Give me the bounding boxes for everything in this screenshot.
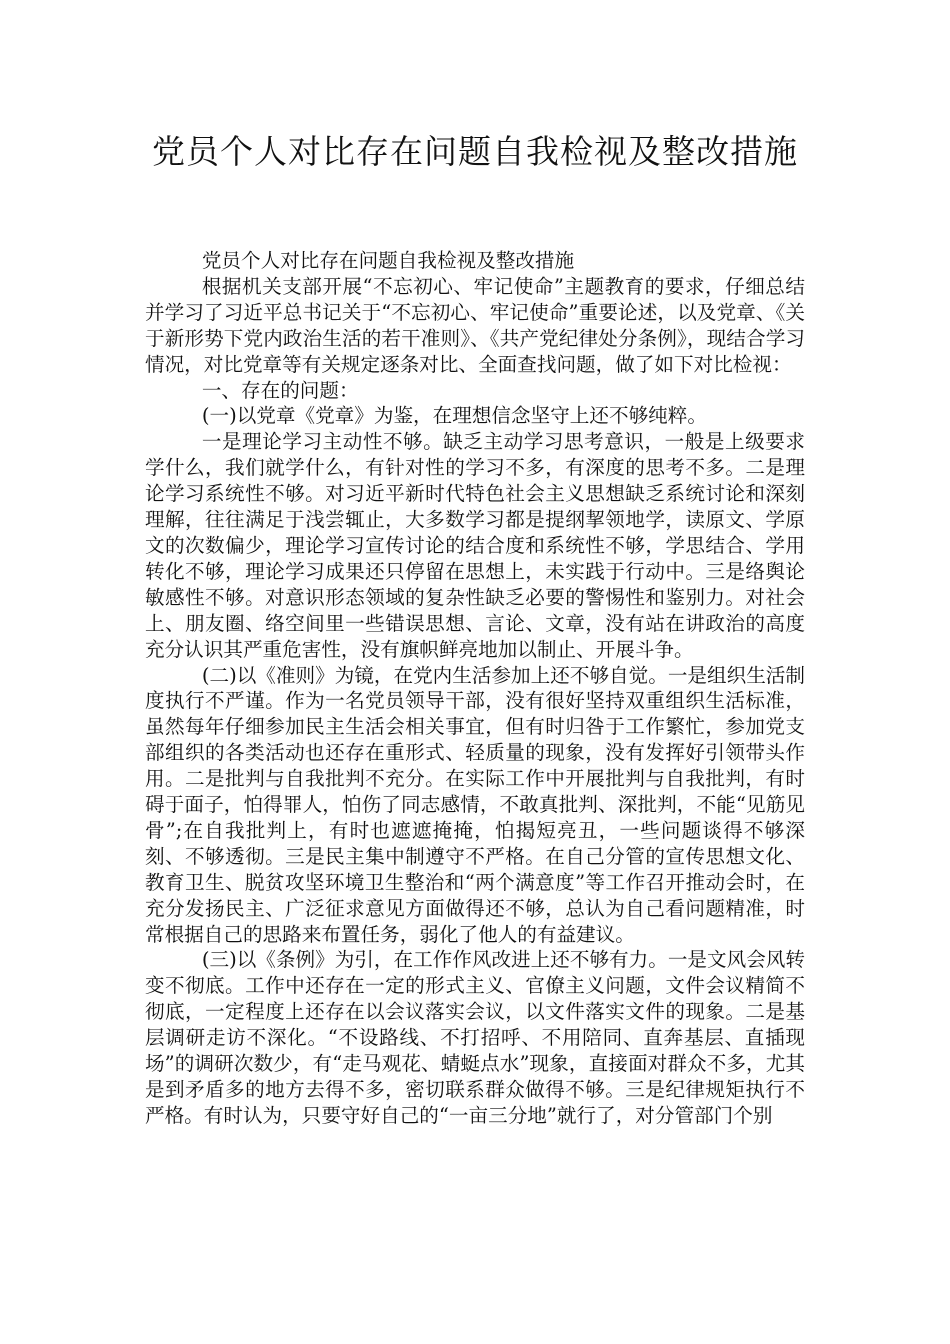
subsection-heading-1: (一)以党章《党章》为鉴，在理想信念坚守上还不够纯粹。 <box>201 404 707 428</box>
paragraph-subtitle: 党员个人对比存在问题自我检视及整改措施 <box>201 249 575 272</box>
document-body <box>145 248 805 1129</box>
document-title: 党员个人对比存在问题自我检视及整改措施 <box>152 132 798 171</box>
paragraph-work-style: (三)以《条例》为引，在工作作风改进上还不够有力。一是文风会风转变不彻底。工作中还存在一定的形式主义、官僚主义问题，文件会议精简不彻底，一定程度上还存在以会议落实会议，以文件落实文件的现象。二是基层调研走访不深化。“不设路线、不打招呼、不用陪同、直奔基层、直插现场”的调研次数少，有“走马观花、蜻蜓点水”现象，直接面对群众不多，尤其是到矛盾多的地方去得不多，密切联系群众做得不够。三是纪律规矩执行不严格。有时认为，只要守好自己的“一亩三分地”就行了，对分管部门个别 <box>145 948 805 1127</box>
paragraph-theory-study: 一是理论学习主动性不够。缺乏主动学习思考意识，一般是上级要求学什么，我们就学什么，有针对性的学习不多，有深度的思考不多。二是理论学习系统性不够。对习近平新时代特色社会主义思想缺乏系统讨论和深刻理解，往往满足于浅尝辄止，大多数学习都是提纲挈领地学，读原文、学原文的次数偏少，理论学习宣传讨论的结合度和系统性不够，学思结合、学用转化不够，理论学习成果还只停留在思想上，未实践于行动中。三是络舆论敏感性不够。对意识形态领域的复杂性缺乏必要的警惕性和鉴别力。对社会上、朋友圈、络空间里一些错误思想、言论、文章，没有站在讲政治的高度充分认识其严重危害性，没有旗帜鲜亮地加以制止、开展斗争。 <box>145 430 805 661</box>
paragraph-party-life: (二)以《准则》为镜，在党内生活参加上还不够自觉。一是组织生活制度执行不严谨。作为一名党员领导干部，没有很好坚持双重组织生活标准，虽然每年仔细参加民主生活会相关事宜，但有时归咎于工作繁忙，参加党支部组织的各类活动也还存在重形式、轻质量的现象，没有发挥好引领带头作用。二是批判与自我批判不充分。在实际工作中开展批判与自我批判，有时碍于面子，怕得罪人，怕伤了同志感情，不敢真批判、深批判，不能“见筋见骨”;在自我批判上，有时也遮遮掩掩，怕揭短亮丑，一些问题谈得不够深刻、不够透彻。三是民主集中制遵守不严格。在自己分管的宣传思想文化、教育卫生、脱贫攻坚环境卫生整治和“两个满意度”等工作召开推动会时，在充分发扬民主、广泛征求意见方面做得还不够，总认为自己看问题精准，时常根据自己的思路来布置任务，弱化了他人的有益建议。 <box>145 663 805 946</box>
section-heading-problems: 一、存在的问题： <box>201 378 359 402</box>
paragraph-intro: 根据机关支部开展“不忘初心、牢记使命”主题教育的要求，仔细总结并学习了习近平总书记关于“不忘初心、牢记使命”重要论述，以及党章、《关于新形势下党内政治生活的若干准则》、《共产党纪律处分条例》，现结合学习情况，对比党章等有关规定逐条对比、全面查找问题，做了如下对比检视： <box>145 274 805 376</box>
